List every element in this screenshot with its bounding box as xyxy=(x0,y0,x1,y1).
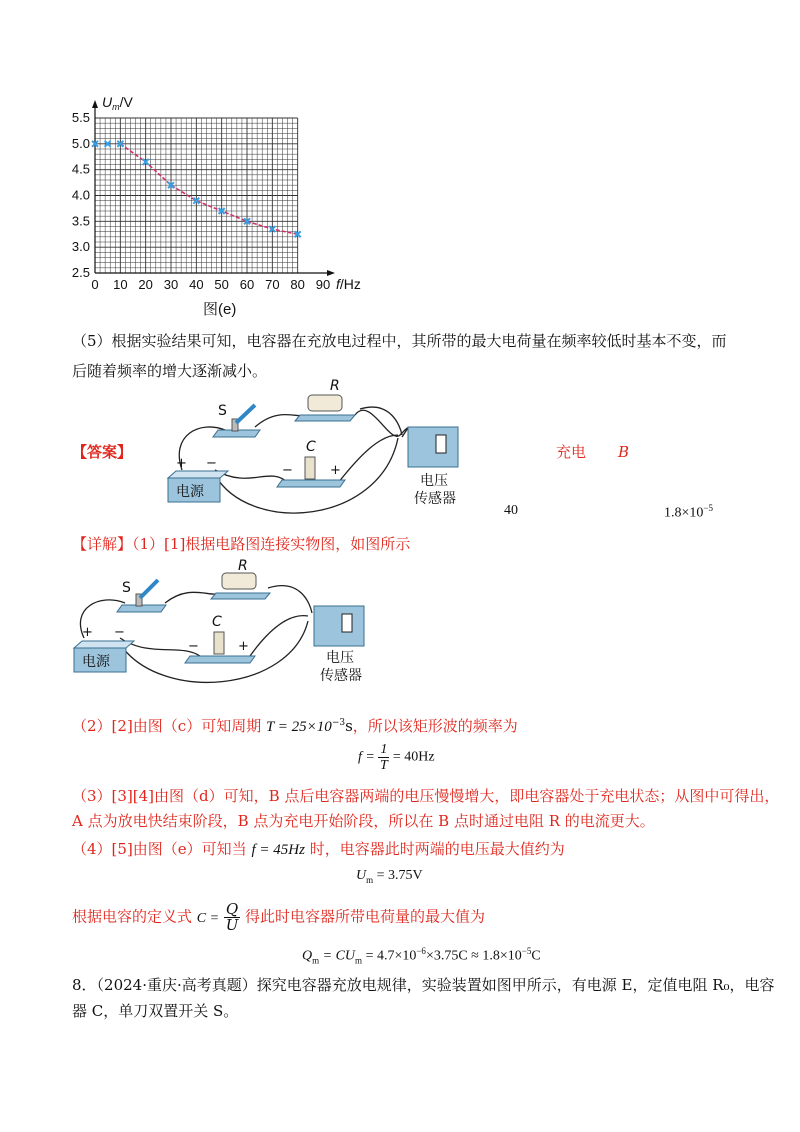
svg-text:S: S xyxy=(218,403,227,419)
svg-text:−: − xyxy=(114,625,125,640)
resistor-component xyxy=(295,378,355,421)
svg-text:传感器: 传感器 xyxy=(414,491,456,507)
y-tick-label: 5.5 xyxy=(71,110,90,125)
x-tick-label: 10 xyxy=(113,277,128,292)
chart-axes xyxy=(92,100,335,276)
answer-40: 40 xyxy=(504,503,518,518)
y-axis-arrow xyxy=(92,100,98,108)
question-8-line1: 8．（2024·重庆·高考真题）探究电容器充放电规律，实验装置如图甲所示，有电源 E，定值电阻 R₀，电容 xyxy=(72,976,775,994)
um-vs-frequency-chart xyxy=(60,88,380,328)
chart-caption: 图(e) xyxy=(203,301,237,318)
svg-text:电压: 电压 xyxy=(326,650,354,666)
svg-text:电源: 电源 xyxy=(176,484,204,500)
x-axis-label: f/Hz xyxy=(336,276,361,292)
detail-3-line1: （3）[3][4]由图（d）可知，B 点后电容器两端的电压慢慢增大，即电容器处于充电状态；从图中可得出， xyxy=(72,787,780,805)
svg-text:R: R xyxy=(330,378,340,394)
voltage-sensor-component xyxy=(314,606,364,684)
resistor-component xyxy=(211,558,270,599)
fit-curve xyxy=(120,144,297,234)
y-tick-label: 4.0 xyxy=(71,187,90,203)
x-tick-label: 70 xyxy=(265,277,280,292)
y-tick-label: 2.5 xyxy=(71,265,90,280)
y-tick-label: 3.5 xyxy=(71,213,90,229)
voltage-sensor-component xyxy=(408,427,458,507)
detail-2-line: （2）[2]由图（c）可知周期 $T = 25\times 10^{-3}s$，所以该矩形波的频率为 xyxy=(72,717,518,735)
svg-text:−: − xyxy=(206,456,217,471)
svg-text:−: − xyxy=(188,639,199,654)
svg-text:R: R xyxy=(238,558,248,574)
x-axis-arrow xyxy=(327,270,335,276)
x-tick-label: 90 xyxy=(315,277,331,292)
detail-3-line2: A 点为放电快结束阶段，B 点为充电开始阶段，所以在 B 点时通过电阻 R 的电流更大。 xyxy=(72,812,655,830)
um-equation: $U_m = 3.75V$ xyxy=(356,868,423,885)
chart-ticks xyxy=(72,110,330,292)
svg-text:S: S xyxy=(122,580,131,596)
x-tick-label: 60 xyxy=(239,277,255,292)
x-tick-label: 30 xyxy=(163,277,179,292)
svg-text:+: + xyxy=(176,456,187,471)
power-source-component xyxy=(74,625,134,672)
svg-text:电压: 电压 xyxy=(420,473,448,489)
capacitor-component xyxy=(185,614,255,663)
y-tick-label: 4.5 xyxy=(71,161,90,177)
x-tick-label: 0 xyxy=(91,277,99,292)
x-tick-label: 80 xyxy=(290,277,305,292)
answer-b: B xyxy=(618,443,630,461)
svg-text:电源: 电源 xyxy=(82,654,110,670)
y-axis-label: $U_m/V$ xyxy=(102,94,133,112)
svg-text:C: C xyxy=(212,614,222,630)
svg-text:传感器: 传感器 xyxy=(320,668,362,684)
svg-text:C: C xyxy=(306,439,316,455)
power-source-component xyxy=(168,456,228,502)
x-tick-label: 50 xyxy=(214,277,229,292)
svg-text:−: − xyxy=(282,463,293,478)
answer-charge: 充电 xyxy=(556,443,587,461)
question-8-line2: 器 C，单刀双置开关 S。 xyxy=(72,1002,239,1020)
switch-component xyxy=(117,580,166,612)
detail-circuit-diagram xyxy=(70,558,380,688)
svg-text:+: + xyxy=(82,625,93,640)
capacitance-definition-line: 根据电容的定义式 C = $\frac{Q}{U}$ 得此时电容器所带电荷量的最大值为 xyxy=(72,900,485,934)
svg-text:+: + xyxy=(238,639,249,654)
x-tick-label: 20 xyxy=(138,277,153,292)
detail-heading: 【详解】（1）[1]根据电路图连接实物图，如图所示 xyxy=(72,535,411,553)
svg-text:+: + xyxy=(330,463,341,478)
x-tick-label: 40 xyxy=(189,277,204,292)
chart-grid xyxy=(95,118,298,273)
answer-charge-value: $1.8\times 10^{-5}$ xyxy=(664,503,713,521)
y-tick-label: 5.0 xyxy=(71,135,90,151)
switch-component xyxy=(213,403,260,437)
fit-line xyxy=(120,144,297,234)
answer-tag: 【答案】 xyxy=(72,443,133,461)
frequency-equation: f = $\frac{1}{T}$ = 40Hz xyxy=(358,742,435,773)
answer-circuit-diagram xyxy=(160,375,470,525)
paragraph-5: （5）根据实验结果可知，电容器在充放电过程中，其所带的最大电荷量在频率较低时基本不变，而后随着频率的增大逐渐减小。 xyxy=(72,332,727,380)
y-tick-label: 3.0 xyxy=(71,239,90,255)
qm-equation: $Q_m = CU_m = 4.7\times 10^{-6}\times 3.75C \approx 1.8\times 10^{-5}C$ xyxy=(302,946,541,966)
detail-4-line: （4）[5]由图（e）可知当 f = 45Hz 时，电容器此时两端的电压最大值约为 xyxy=(72,840,565,858)
capacitor-component xyxy=(277,439,345,487)
